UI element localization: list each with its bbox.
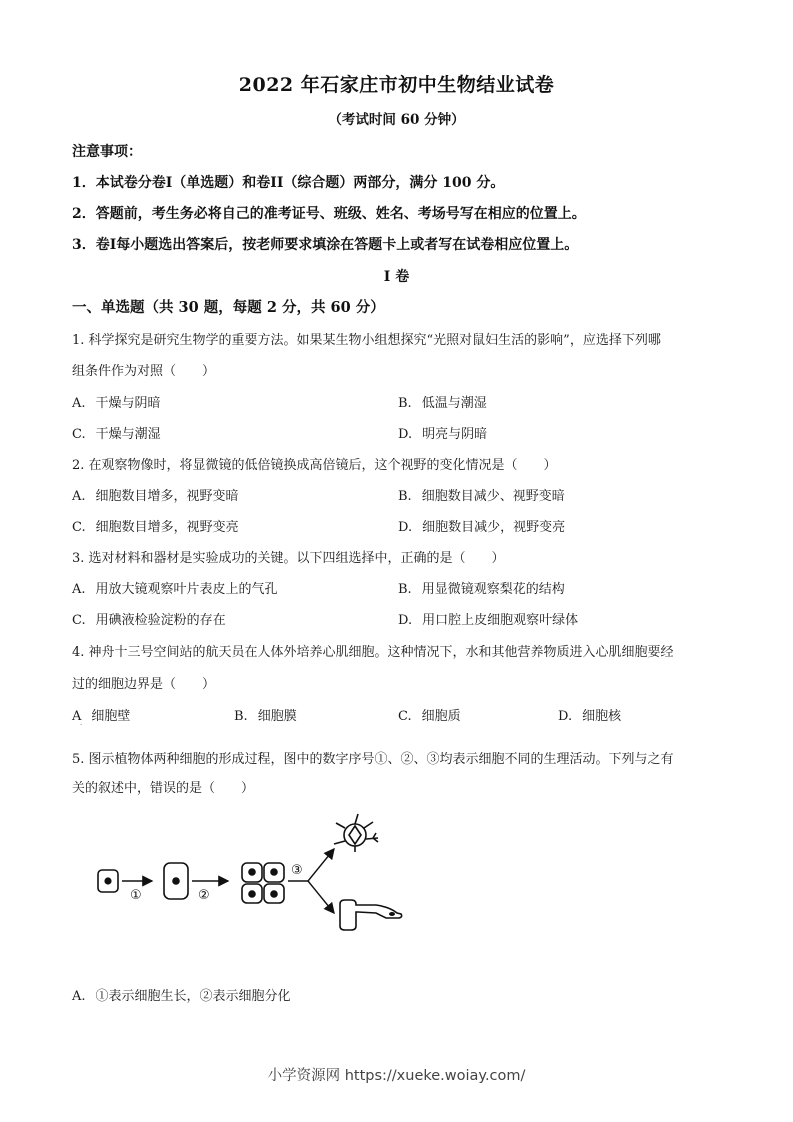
option-letter: C. <box>72 520 86 535</box>
option-text: 明亮与阴暗 <box>422 427 488 442</box>
q1-option-d <box>398 423 487 442</box>
q2-option-a <box>72 485 239 504</box>
option-text: 细胞壁 <box>91 709 131 724</box>
option-text: 细胞膜 <box>257 709 297 724</box>
option-text: 细胞数目增多，视野变亮 <box>95 520 239 535</box>
option-letter: D. <box>398 427 413 442</box>
option-letter: A. <box>72 396 86 411</box>
option-text: 细胞数目增多，视野变暗 <box>95 489 239 504</box>
option-letter: D. <box>398 520 413 535</box>
option-text: 用放大镜观察叶片表皮上的气孔 <box>95 582 278 597</box>
q4-option-d <box>558 705 621 724</box>
option-text: 用显微镜观察梨花的结构 <box>421 582 565 597</box>
option-text: 细胞质 <box>421 709 461 724</box>
option-letter: C. <box>72 613 86 628</box>
q3-option-d <box>398 609 578 628</box>
single-cell-icon <box>98 870 118 892</box>
option-text: 用碘液检验淀粉的存在 <box>95 613 226 628</box>
option-letter: A. <box>72 489 86 504</box>
question-1-text-line-2: 组条件作为对照（ ） <box>72 364 216 379</box>
question-5-text-line-1: 5. 图示植物体两种细胞的形成过程，图中的数字序号①、②、③均表示细胞不同的生理活动。下列与之有 <box>72 752 674 767</box>
option-letter: B. <box>398 396 412 411</box>
question-5-text-line-2: 关的叙述中，错误的是（ ） <box>72 781 255 796</box>
option-text: 细胞核 <box>582 709 622 724</box>
option-text: 细胞数目减少，视野变亮 <box>422 520 566 535</box>
stomata-cell-icon <box>334 814 378 852</box>
question-4-text-line-1: 4. 神舟十三号空间站的航天员在人体外培养心肌细胞。这种情况下，水和其他营养物质进入心肌细胞要经 <box>72 645 674 660</box>
q3-option-b <box>398 578 565 597</box>
scan-artifact: · <box>80 721 83 729</box>
question-3-text: 3. 选对材料和器材是实验成功的关键。以下四组选择中，正确的是（ ） <box>72 551 505 566</box>
q4-option-b <box>234 705 297 724</box>
option-letter: D. <box>558 709 573 724</box>
label-2: ② <box>198 888 210 903</box>
q4-option-c <box>398 705 461 724</box>
question-1-text-line-1: 1. 科学探究是研究生物学的重要方法。如果某生物小组想探究“光照对鼠妇生活的影响”，应选择下列哪 <box>72 333 661 348</box>
option-letter: B. <box>234 709 248 724</box>
exam-duration: （考试时间 60 分钟） <box>328 112 465 128</box>
exam-title: 2022 年石家庄市初中生物结业试卷 <box>238 74 555 96</box>
option-letter: A. <box>72 989 86 1004</box>
elongated-cell-icon <box>164 863 188 899</box>
notice-heading: 注意事项： <box>72 144 142 160</box>
notice-item-3: 3．卷I每小题选出答案后，按老师要求填涂在答题卡上或者写在试卷相应位置上。 <box>72 237 579 253</box>
q1-option-b <box>398 392 487 411</box>
label-1: ① <box>130 888 142 903</box>
q2-option-d <box>398 516 565 535</box>
option-text: ①表示细胞生长，②表示细胞分化 <box>95 989 291 1004</box>
root-hair-cell-icon <box>340 900 402 930</box>
q3-option-a <box>72 578 278 597</box>
section-heading: 一、单选题（共 30 题，每题 2 分，共 60 分） <box>72 299 385 316</box>
option-letter: B. <box>398 489 412 504</box>
cell-formation-diagram <box>90 808 430 938</box>
option-letter: A <box>72 709 82 724</box>
option-letter: C. <box>72 427 86 442</box>
option-text: 干燥与阴暗 <box>95 396 161 411</box>
option-letter: D. <box>398 613 413 628</box>
option-text: 干燥与潮湿 <box>95 427 161 442</box>
watermark-footer: 小学资源网 https://xueke.woiay.com/ <box>267 1068 526 1084</box>
q1-option-a <box>72 392 161 411</box>
divided-cells-icon <box>242 863 284 903</box>
q3-option-c <box>72 609 226 628</box>
option-text: 细胞数目减少、视野变暗 <box>421 489 565 504</box>
option-letter: A. <box>72 582 86 597</box>
question-2-text: 2. 在观察物像时，将显微镜的低倍镜换成高倍镜后，这个视野的变化情况是（ ） <box>72 458 557 473</box>
notice-item-1: 1．本试卷分卷I（单选题）和卷II（综合题）两部分，满分 100 分。 <box>72 175 505 191</box>
label-3: ③ <box>291 863 303 878</box>
notice-item-2: 2．答题前，考生务必将自己的准考证号、班级、姓名、考场号写在相应的位置上。 <box>72 206 586 222</box>
q2-option-b <box>398 485 565 504</box>
question-4-text-line-2: 过的细胞边界是（ ） <box>72 677 216 692</box>
q5-option-a <box>72 985 291 1004</box>
option-text: 低温与潮湿 <box>421 396 487 411</box>
option-letter: C. <box>398 709 412 724</box>
q1-option-c <box>72 423 161 442</box>
option-text: 用口腔上皮细胞观察叶绿体 <box>422 613 579 628</box>
option-letter: B. <box>398 582 412 597</box>
volume-label: I 卷 <box>383 269 410 285</box>
q2-option-c <box>72 516 239 535</box>
